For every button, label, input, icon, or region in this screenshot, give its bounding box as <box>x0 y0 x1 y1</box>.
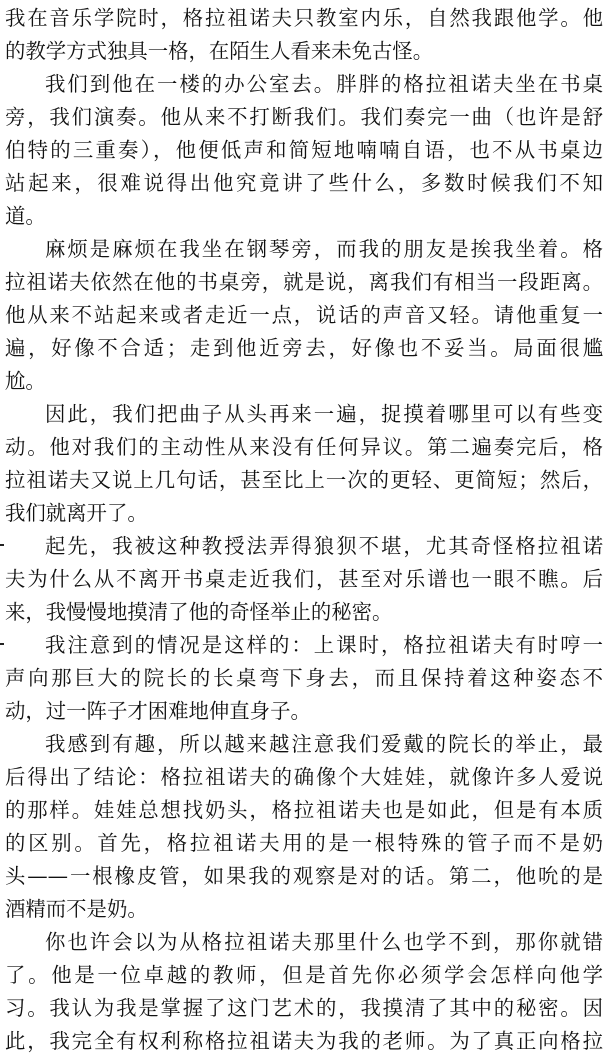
text-line: 习。我认为我是掌握了这门艺术的，我摸清了其中的秘密。因 <box>5 996 603 1020</box>
text-line: 我在音乐学院时，格拉祖诺夫只教室内乐，自然我跟他学。他 <box>5 6 603 30</box>
text-line: 旁，我们演奏。他从来不打断我们。我们奏完一曲（也许是舒 <box>5 105 603 129</box>
text-line: 酒精而不是奶。 <box>5 897 148 921</box>
text-line: 因此，我们把曲子从头再来一遍，捉摸着哪里可以有些变 <box>45 402 603 426</box>
text-line: 我们就离开了。 <box>5 501 148 525</box>
text-line: 道。 <box>5 204 46 228</box>
text-line: 来，我慢慢地摸清了他的奇怪举止的秘密。 <box>5 600 393 624</box>
margin-mark <box>0 643 4 645</box>
text-line: 后得出了结论：格拉祖诺夫的确像个大娃娃，就像许多人爱说 <box>5 765 603 789</box>
text-line: 我感到有趣，所以越来越注意我们爱戴的院长的举止，最 <box>45 732 603 756</box>
text-line: 我注意到的情况是这样的：上课时，格拉祖诺夫有时哼一 <box>45 633 603 657</box>
text-line: 伯特的三重奏），他便低声和简短地喃喃自语，也不从书桌边 <box>5 138 603 162</box>
text-line: 的区别。首先，格拉祖诺夫用的是一根特殊的管子而不是奶 <box>5 831 603 855</box>
text-line: 此，我完全有权利称格拉祖诺夫为我的老师。为了真正向格拉 <box>5 1029 603 1053</box>
text-line: 他从来不站起来或者走近一点，说话的声音又轻。请他重复一 <box>5 303 603 327</box>
text-line: 站起来，很难说得出他究竟讲了些什么，多数时候我们不知 <box>5 171 603 195</box>
text-line: 了。他是一位卓越的教师，但是首先你必须学会怎样向他学 <box>5 963 603 987</box>
text-line: 的教学方式独具一格，在陌生人看来未免古怪。 <box>5 39 434 63</box>
text-line: 遍，好像不合适；走到他近旁去，好像也不妥当。局面很尴 <box>5 336 603 360</box>
text-line: 拉祖诺夫依然在他的书桌旁，就是说，离我们有相当一段距离。 <box>5 270 603 294</box>
text-line: 声向那巨大的院长的长桌弯下身去，而且保持着这种姿态不 <box>5 666 603 690</box>
text-line: 动，过一阵子才困难地伸直身子。 <box>5 699 311 723</box>
text-line: 尬。 <box>5 369 46 393</box>
text-line: 的那样。娃娃总想找奶头，格拉祖诺夫也是如此，但是有本质 <box>5 798 603 822</box>
text-line: 起先，我被这种教授法弄得狼狈不堪，尤其奇怪格拉祖诺 <box>45 534 603 558</box>
text-line: 你也许会以为从格拉祖诺夫那里什么也学不到，那你就错 <box>45 930 603 954</box>
text-line: 我们到他在一楼的办公室去。胖胖的格拉祖诺夫坐在书桌 <box>45 72 603 96</box>
margin-mark <box>0 544 4 546</box>
text-line: 动。他对我们的主动性从来没有任何异议。第二遍奏完后，格 <box>5 435 603 459</box>
text-line: 夫为什么从不离开书桌走近我们，甚至对乐谱也一眼不瞧。后 <box>5 567 603 591</box>
text-line: 拉祖诺夫又说上几句话，甚至比上一次的更轻、更简短；然后， <box>5 468 603 492</box>
text-line: 麻烦是麻烦在我坐在钢琴旁，而我的朋友是挨我坐着。格 <box>45 237 603 261</box>
text-line: 头——一根橡皮管，如果我的观察是对的话。第二，他吮的是 <box>5 864 603 888</box>
